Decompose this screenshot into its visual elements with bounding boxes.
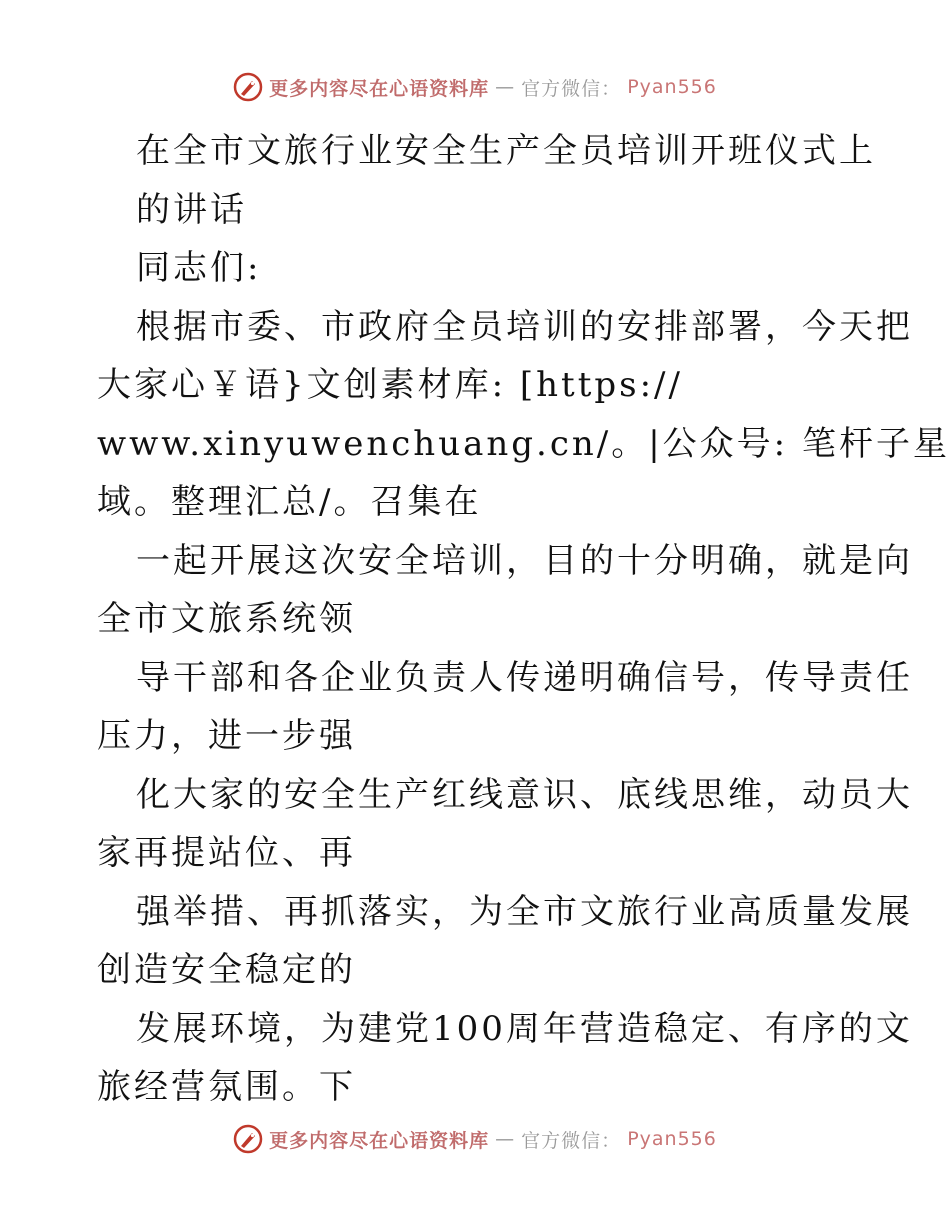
- document-body: [97, 122, 950, 1117]
- text-line: 根据市委、市政府全员培训的安排部署，今天把: [136, 306, 913, 347]
- text-line: 的讲话: [136, 189, 247, 230]
- watermark-dash: —: [495, 1128, 516, 1150]
- footer-watermark: [0, 1124, 950, 1154]
- watermark-contact-label: 官方微信：: [521, 77, 622, 100]
- text-line: 创造安全稳定的: [97, 950, 356, 990]
- text-line: 一起开展这次安全培训，目的十分明确，就是向: [136, 540, 913, 581]
- text-line: 压力，进一步强: [97, 716, 356, 756]
- text-line: 旅经营氛围。下: [97, 1067, 356, 1107]
- text-line: 化大家的安全生产红线意识、底线思维，动员大: [136, 774, 913, 815]
- text-line: 导干部和各企业负责人传递明确信号，传导责任: [136, 657, 913, 698]
- text-line: 域。整理汇总/。召集在: [97, 482, 482, 522]
- watermark-brand: 更多内容尽在心语资料库: [269, 77, 490, 100]
- watermark-contact-id: Pyan556: [627, 1128, 717, 1150]
- text-line: 发展环境，为建党100周年营造稳定、有序的文: [136, 1008, 913, 1049]
- watermark-brand: 更多内容尽在心语资料库: [269, 1129, 490, 1152]
- pen-nib-logo-icon: [233, 72, 263, 102]
- text-line: 全市文旅系统领: [97, 599, 356, 639]
- watermark-dash: —: [495, 76, 516, 98]
- text-line: 家再提站位、再: [97, 833, 356, 873]
- text-line: 大家心￥语}文创素材库: [https://: [97, 365, 683, 405]
- pen-nib-logo-icon: [233, 1124, 263, 1154]
- header-watermark: [0, 72, 950, 102]
- text-line: 强举措、再抓落实，为全市文旅行业高质量发展: [136, 891, 913, 932]
- text-line: 在全市文旅行业安全生产全员培训开班仪式上: [136, 131, 876, 171]
- watermark-contact-id: Pyan556: [627, 76, 717, 98]
- watermark-contact-label: 官方微信：: [521, 1129, 622, 1152]
- text-line: 同志们:: [136, 248, 262, 288]
- text-line: www.xinyuwenchuang.cn/。|公众号: 笔杆子星: [97, 423, 950, 464]
